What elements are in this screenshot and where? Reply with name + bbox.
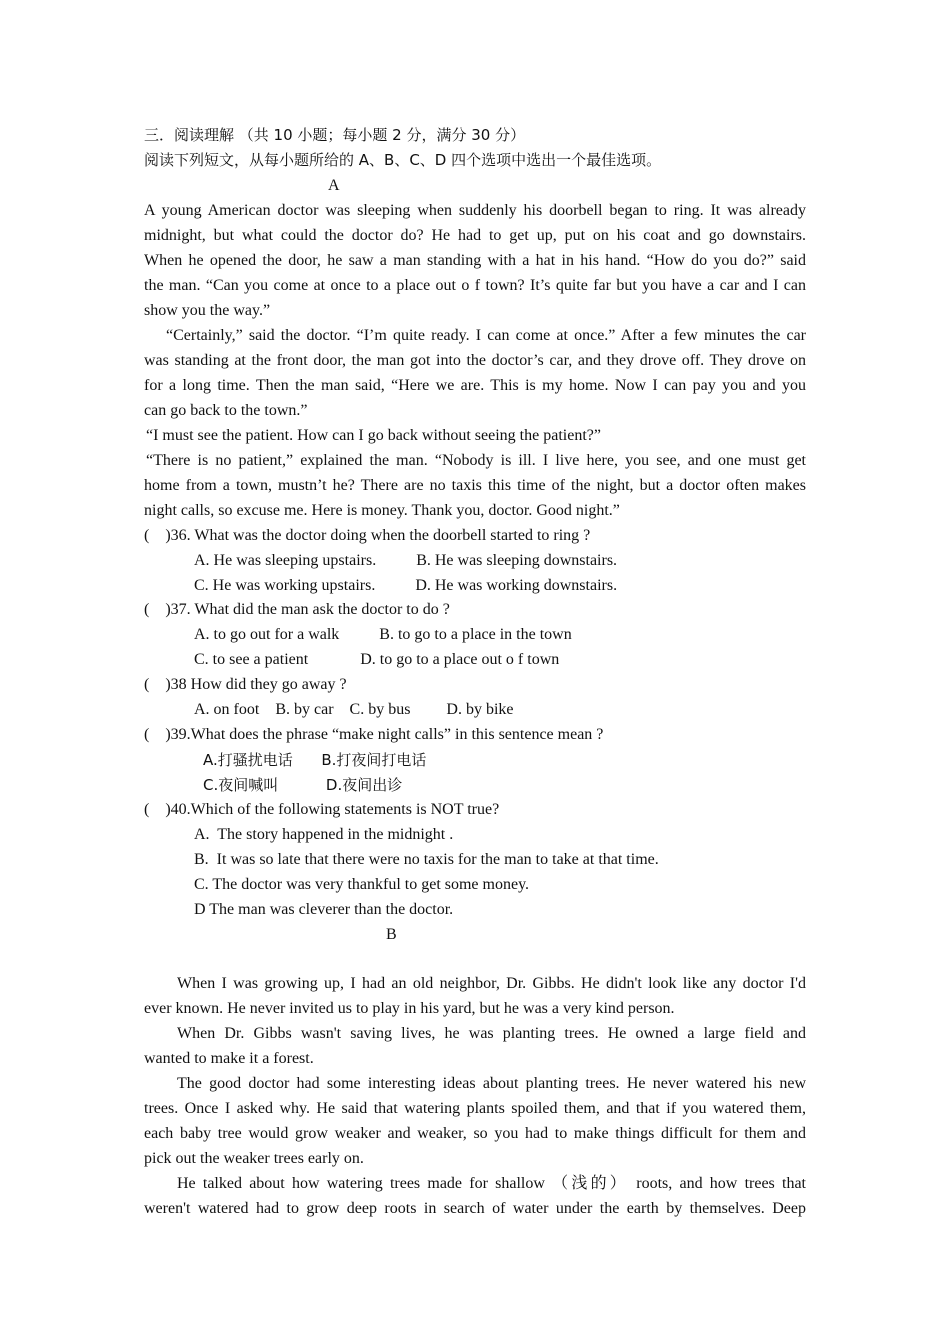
question-38-options: A. on foot B. by car C. by bus D. by bike [194, 701, 514, 718]
passage-b-label: B [386, 926, 397, 943]
passage-b-line: trees. Once I asked why. He said that watering plants spoiled them, and that if you watered them, [144, 1100, 806, 1117]
question-40-option-a: A. The story happened in the midnight . [194, 826, 454, 843]
question-40-option-d: D The man was cleverer than the doctor. [194, 901, 454, 918]
section-header: 三．阅读理解 （共 10 小题；每小题 2 分，满分 30 分） [144, 126, 526, 144]
passage-a-label: A [328, 177, 340, 194]
question-36-stem: ( )36. What was the doctor doing when the doorbell started to ring ? [144, 527, 591, 544]
passage-a-line: When he opened the door, he saw a man standing with a hat in his hand. “How do you do?” said [144, 252, 806, 269]
question-36-options: C. He was working upstairs. D. He was working downstairs. [194, 577, 618, 594]
passage-a-line: A young American doctor was sleeping when suddenly his doorbell began to ring. It was already [144, 202, 806, 219]
passage-a-line: “Certainly,” said the doctor. “I’m quite ready. I can come at once.” After a few minutes the car [166, 327, 806, 344]
passage-b-line: ever known. He never invited us to play in his yard, but he was a very kind person. [144, 1000, 675, 1017]
passage-b-line: pick out the weaker trees early on. [144, 1150, 364, 1167]
passage-a-line: “There is no patient,” explained the man. “Nobody is ill. I live here, you see, and one must get [146, 452, 806, 469]
passage-b-line: wanted to make it a forest. [144, 1050, 314, 1067]
passage-a-line: “I must see the patient. How can I go back without seeing the patient?” [146, 427, 601, 444]
passage-a-line: can go back to the town.” [144, 402, 308, 419]
question-39-options: A.打骚扰电话 B.打夜间打电话 [203, 751, 427, 769]
instructions: 阅读下列短文，从每小题所给的 A、B、C、D 四个选项中选出一个最佳选项。 [144, 151, 662, 169]
passage-a-line: show you the way.” [144, 302, 271, 319]
question-37-options: C. to see a patient D. to go to a place out o f town [194, 651, 560, 668]
passage-a-line: night calls, so excuse me. Here is money. Thank you, doctor. Good night.” [144, 502, 620, 519]
passage-b-line: each baby tree would grow weaker and weaker, so you had to make things difficult for them and [144, 1125, 806, 1142]
passage-a-line: home from a town, mustn’t he? There are no taxis this time of the night, but a doctor often makes [144, 477, 806, 494]
passage-b-line: When Dr. Gibbs wasn't saving lives, he was planting trees. He owned a large field and [177, 1025, 806, 1042]
question-36-options: A. He was sleeping upstairs. B. He was sleeping downstairs. [194, 552, 618, 569]
question-40-stem: ( )40.Which of the following statements is NOT true? [144, 801, 500, 818]
passage-a-line: midnight, but what could the doctor do? He had to get up, put on his coat and go downstairs. [144, 227, 806, 244]
question-39-options: C.夜间喊叫 D.夜间出诊 [203, 776, 403, 794]
passage-a-line: was standing at the front door, the man got into the doctor’s car, and they drove off. They drove on [144, 352, 806, 369]
passage-a-line: for a long time. Then the man said, “Here we are. This is my home. Now I can pay you and you [144, 377, 806, 394]
question-38-stem: ( )38 How did they go away ? [144, 676, 347, 693]
question-40-option-c: C. The doctor was very thankful to get some money. [194, 876, 530, 893]
passage-b-line: When I was growing up, I had an old neighbor, Dr. Gibbs. He didn't look like any doctor I'd [177, 975, 806, 992]
passage-b-line: The good doctor had some interesting ideas about planting trees. He never watered his new [177, 1075, 806, 1092]
question-37-options: A. to go out for a walk B. to go to a place in the town [194, 626, 572, 643]
passage-b-line: weren't watered had to grow deep roots in search of water under the earth by themselves. Deep [144, 1200, 806, 1217]
question-40-option-b: B. It was so late that there were no taxis for the man to take at that time. [194, 851, 659, 868]
question-39-stem: ( )39.What does the phrase “make night calls” in this sentence mean ? [144, 726, 604, 743]
question-37-stem: ( )37. What did the man ask the doctor to do ? [144, 601, 450, 618]
passage-b-line: He talked about how watering trees made for shallow （浅的） roots, and how trees that [177, 1175, 806, 1192]
passage-a-line: the man. “Can you come at once to a place out o f town? It’s quite far but you have a car and I can [144, 277, 806, 294]
